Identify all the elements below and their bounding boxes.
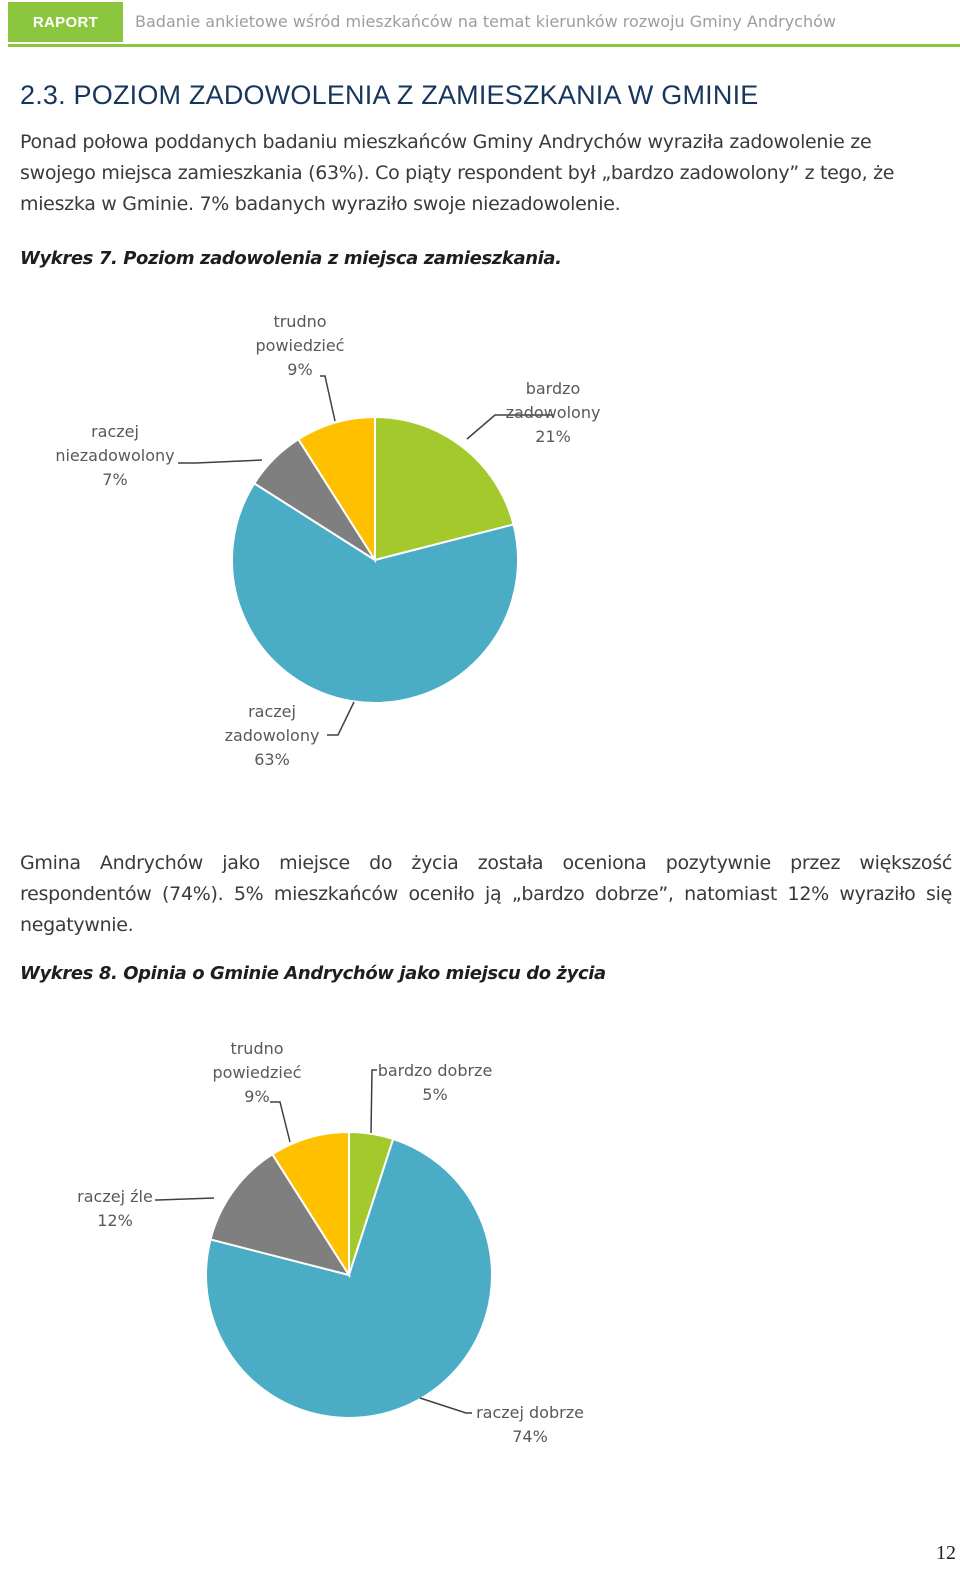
- leader-line: [178, 460, 262, 463]
- header-title: Badanie ankietowe wśród mieszkańców na temat kierunków rozwoju Gminy Andrychów: [135, 12, 836, 31]
- page-number: 12: [936, 1542, 956, 1564]
- header-badge: RAPORT: [8, 2, 123, 42]
- paragraph-1: Ponad połowa poddanych badaniu mieszkańców Gminy Andrychów wyraziła zadowolenie ze swojego miejsca zamieszkania (63%). Co piąty respondent był „bardzo zadowolony” z tego, że mieszka w Gminie. 7% badanych wyraziło swoje niezadowolenie.: [20, 131, 895, 215]
- pie-label: raczej niezadowolony 7%: [55, 422, 175, 489]
- header-rule: [8, 44, 960, 47]
- pie-label: trudno powiedzieć 9%: [255, 312, 345, 379]
- leader-line: [420, 1398, 472, 1413]
- leader-line: [270, 1102, 290, 1142]
- pie-label: raczej źle 12%: [77, 1187, 153, 1230]
- section-title: 2.3. POZIOM ZADOWOLENIA Z ZAMIESZKANIA W GMINIE: [20, 80, 759, 110]
- chart-8-caption: Wykres 8. Opinia o Gminie Andrychów jako miejscu do życia: [20, 963, 606, 984]
- leader-line: [327, 702, 354, 735]
- leader-line: [155, 1198, 214, 1200]
- pie-label: raczej dobrze 74%: [476, 1403, 584, 1446]
- leader-line: [371, 1070, 377, 1133]
- pie-label: raczej zadowolony 63%: [224, 702, 320, 769]
- pie-label: bardzo zadowolony 21%: [505, 379, 601, 446]
- paragraph-2: Gmina Andrychów jako miejsce do życia została oceniona pozytywnie przez większość respondentów (74%). 5% mieszkańców oceniło ją „bardzo dobrze”, natomiast 12% wyraziło się negatywnie.: [20, 852, 952, 936]
- pie-chart-8: [0, 1020, 960, 1460]
- pie-label: trudno powiedzieć 9%: [212, 1039, 302, 1106]
- leader-line: [320, 376, 335, 421]
- pie-label: bardzo dobrze 5%: [377, 1061, 493, 1104]
- chart-7-caption: Wykres 7. Poziom zadowolenia z miejsca zamieszkania.: [20, 248, 562, 269]
- pie-chart-7: [0, 290, 960, 790]
